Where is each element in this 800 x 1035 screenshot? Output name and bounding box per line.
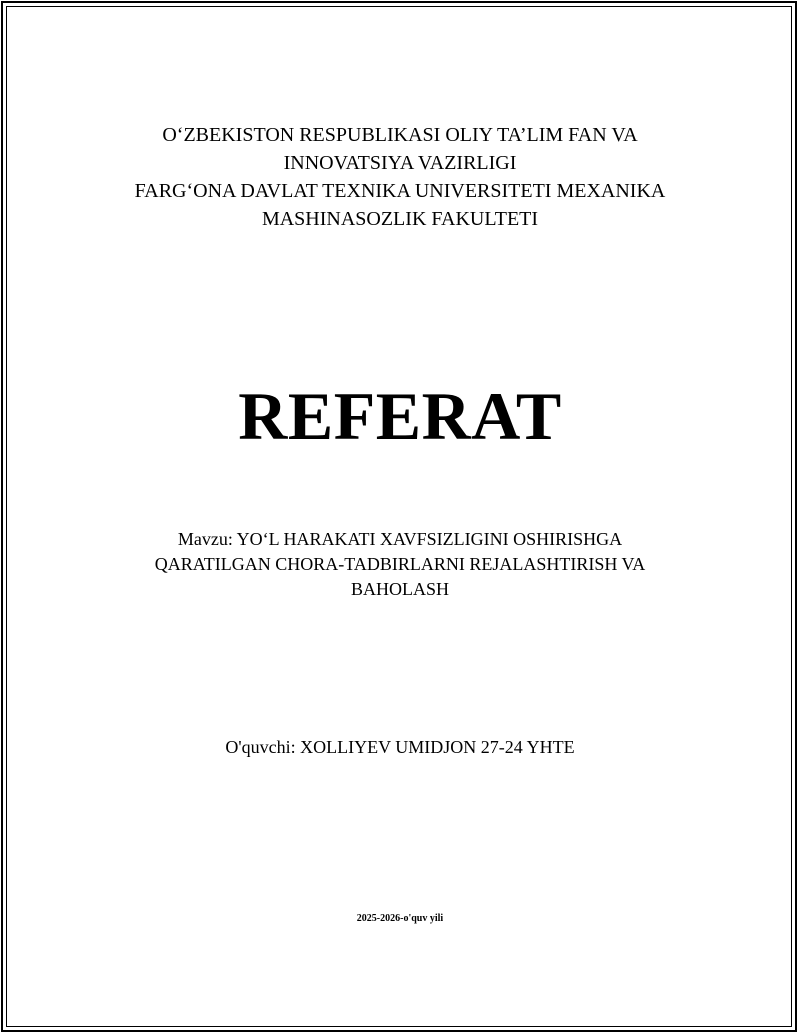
header-line: FARG‘ONA DAVLAT TEXNIKA UNIVERSITETI MEXANIKA xyxy=(134,180,666,202)
topic-line: QARATILGAN CHORA-TADBIRLARNI REJALASHTIRISH VA xyxy=(154,554,646,574)
topic-line: Mavzu: YO‘L HARAKATI XAVFSIZLIGINI OSHIRISHGA xyxy=(177,529,623,549)
header-line: O‘ZBEKISTON RESPUBLIKASI OLIY TA’LIM FAN VA xyxy=(162,124,638,146)
header-line: INNOVATSIYA VAZIRLIGI xyxy=(283,152,517,174)
institution-header xyxy=(0,121,800,233)
document-title: REFERAT xyxy=(238,378,562,454)
academic-year: 2025-2026-o'quv yili xyxy=(356,913,444,924)
topic-block xyxy=(0,527,800,602)
header-line: MASHINASOZLIK FAKULTETI xyxy=(261,208,539,230)
topic-line: BAHOLASH xyxy=(350,579,449,599)
student-info: O'quvchi: XOLLIYEV UMIDJON 27-24 YHTE xyxy=(225,737,575,757)
